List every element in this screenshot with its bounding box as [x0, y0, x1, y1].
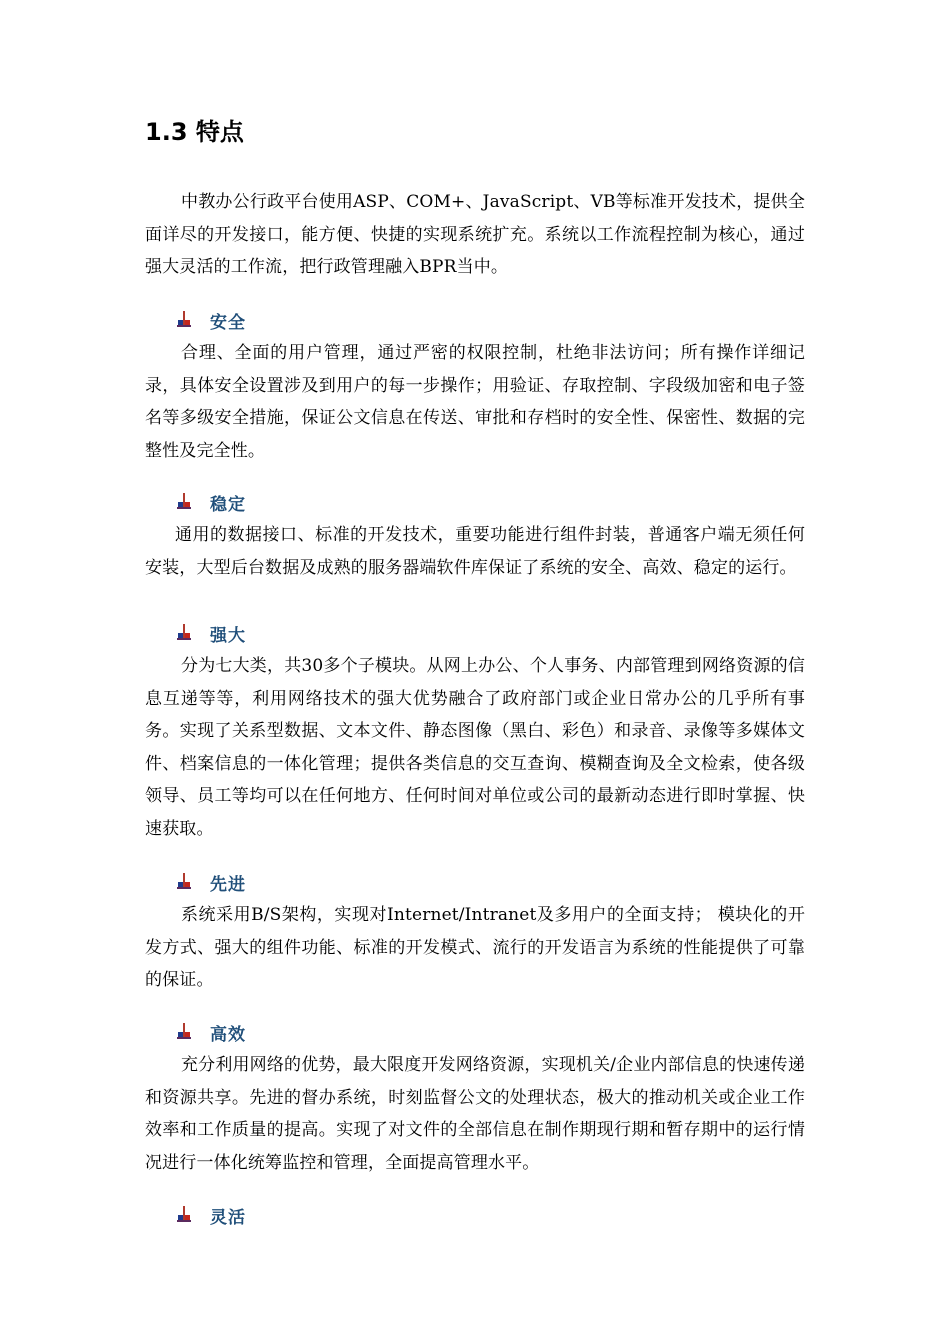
heading-label: 稳定	[210, 494, 246, 515]
bullet-icon	[176, 493, 192, 511]
bullet-icon	[176, 1206, 192, 1224]
bullet-icon	[176, 1023, 192, 1041]
heading-label: 灵活	[210, 1207, 246, 1228]
paragraph-efficiency: 充分利用网络的优势，最大限度开发网络资源，实现机关/企业内部信息的快速传递和资源共享。先进的督办系统，时刻监督公文的处理状态，极大的推动机关或企业工作效率和工作质量的提高。实现了对文件的全部信息在制作期现行期和暂存期中的运行情况进行一体化统筹监控和管理，全面提高管理水平。	[145, 1055, 805, 1173]
bullet-icon	[176, 873, 192, 891]
bullet-icon	[176, 624, 192, 642]
heading-label: 强大	[210, 625, 246, 646]
bullet-icon	[176, 311, 192, 329]
heading-security	[176, 308, 246, 332]
heading-flexibility	[176, 1203, 246, 1227]
heading-efficiency	[176, 1020, 246, 1044]
heading-label: 先进	[210, 874, 246, 895]
paragraph-advanced: 系统采用B/S架构，实现对Internet/Intranet及多用户的全面支持； 模块化的开发方式、强大的组件功能、标准的开发模式、流行的开发语言为系统的性能提供了可靠的保证。	[145, 905, 805, 990]
section-title: 1.3 特点	[145, 118, 244, 146]
paragraph-power: 分为七大类，共30多个子模块。从网上办公、个人事务、内部管理到网络资源的信息互递等等，利用网络技术的强大优势融合了政府部门或企业日常办公的几乎所有事务。实现了关系型数据、文本文件、静态图像（黑白、彩色）和录音、录像等多媒体文件、档案信息的一体化管理；提供各类信息的交互查询、模糊查询及全文检索，使各级领导、员工等均可以在任何地方、任何时间对单位或公司的最新动态进行即时掌握、快速获取。	[145, 656, 805, 839]
heading-stability	[176, 490, 246, 514]
heading-label: 高效	[210, 1024, 246, 1045]
intro-paragraph: 中教办公行政平台使用ASP、COM+、JavaScript、VB等标准开发技术，提供全面详尽的开发接口，能方便、快捷的实现系统扩充。系统以工作流程控制为核心，通过强大灵活的工作流，把行政管理融入BPR当中。	[145, 192, 805, 277]
heading-advanced	[176, 870, 246, 894]
paragraph-security: 合理、全面的用户管理，通过严密的权限控制，杜绝非法访问；所有操作详细记录，具体安全设置涉及到用户的每一步操作；用验证、存取控制、字段级加密和电子签名等多级安全措施，保证公文信息在传送、审批和存档时的安全性、保密性、数据的完整性及完全性。	[145, 343, 805, 461]
heading-label: 安全	[210, 312, 246, 333]
heading-power	[176, 621, 246, 645]
paragraph-stability: 通用的数据接口、标准的开发技术，重要功能进行组件封装，普通客户端无须任何安装，大型后台数据及成熟的服务器端软件库保证了系统的安全、高效、稳定的运行。	[145, 525, 805, 578]
